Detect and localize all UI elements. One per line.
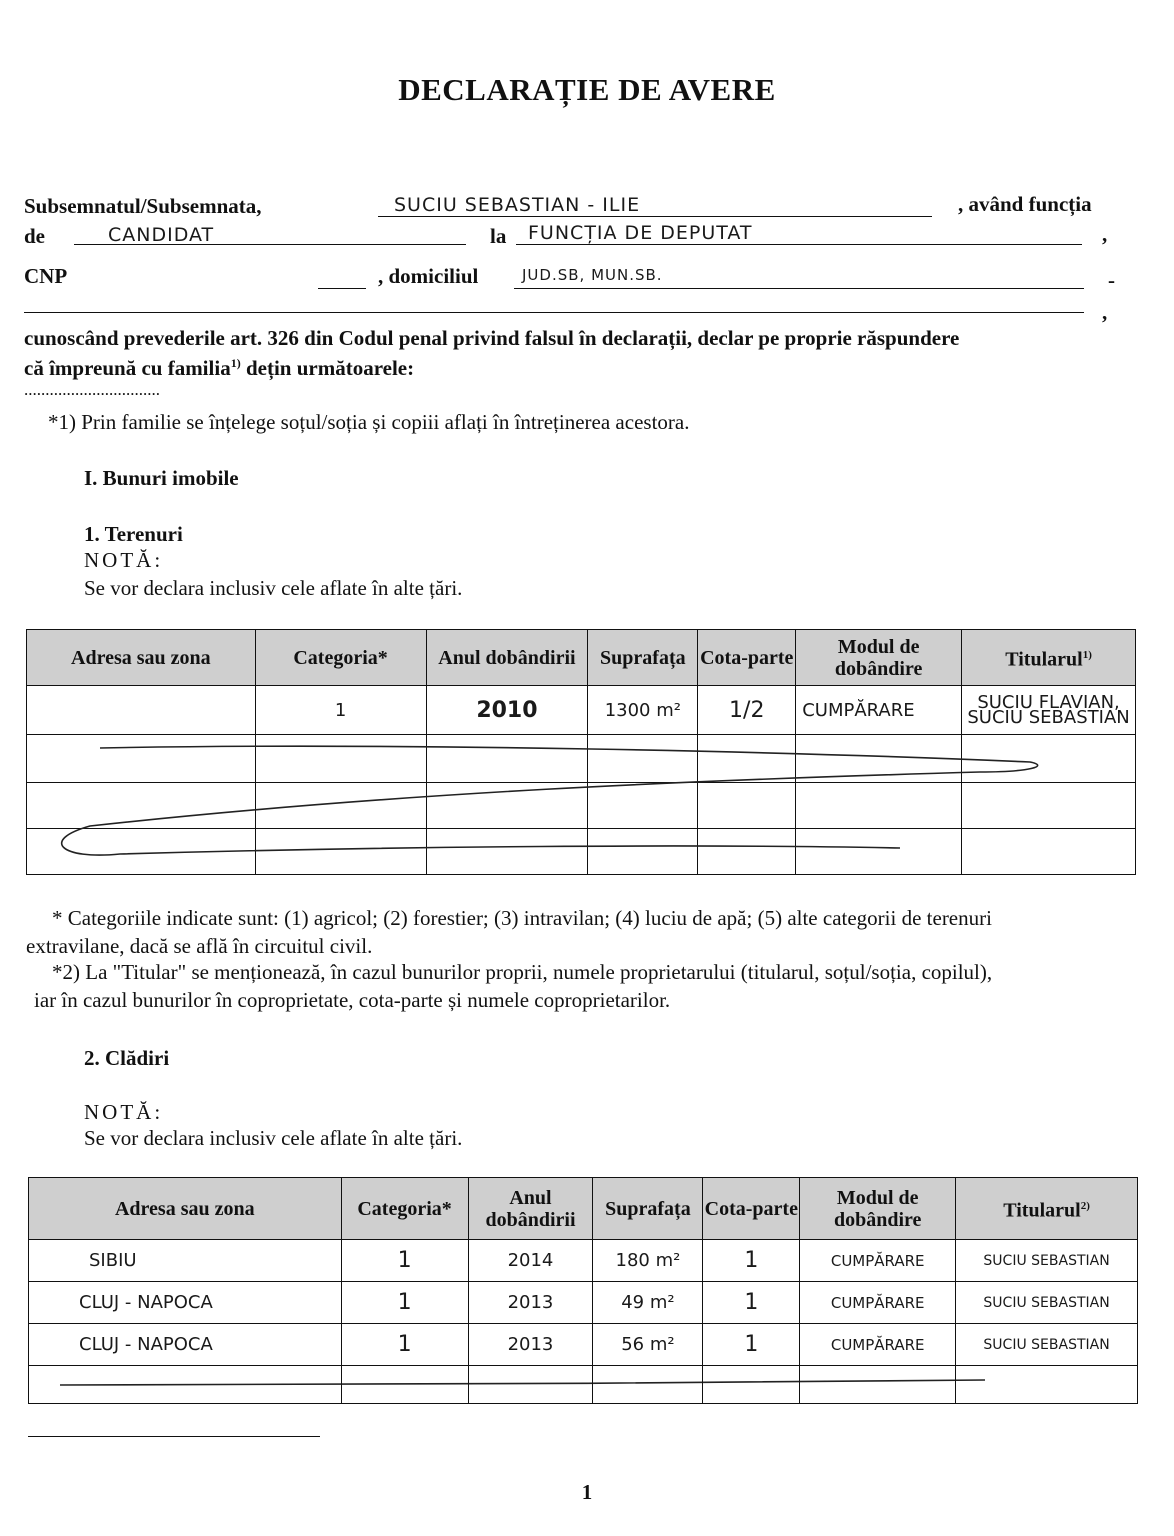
cnp-label: CNP: [24, 264, 68, 288]
cell-categoria: 1: [341, 1240, 468, 1282]
cnp-line: [318, 288, 366, 289]
cell-cota: 1/2: [698, 686, 796, 735]
categories-note-line-3: *2) La "Titular" se menționează, în cazul bunurilor proprii, numele proprietarului (titularul, soțul/soția, copilul),: [52, 960, 993, 984]
cell-titular: SUCIU SEBASTIAN: [956, 1282, 1138, 1324]
header-adresa: Adresa sau zona: [29, 1178, 342, 1240]
address-continuation-line: [24, 312, 1084, 313]
domiciliul-line: [514, 288, 1084, 289]
header-anul: Anul dobândirii: [426, 630, 588, 686]
nota-label-2: NOTĂ:: [84, 1100, 164, 1124]
la-value: FUNCȚIA DE DEPUTAT: [528, 222, 753, 244]
cell-cota: 1: [703, 1240, 800, 1282]
cell-modul: CUMPĂRARE: [800, 1324, 956, 1366]
domiciliul-value: JUD.SB, MUN.SB.: [522, 266, 663, 284]
table-row: [27, 686, 1136, 735]
cell-titular: SUCIU SEBASTIAN: [956, 1324, 1138, 1366]
document-title: DECLARAȚIE DE AVERE: [398, 72, 776, 107]
dotted-separator: ................................: [24, 380, 160, 399]
cell-adresa: CLUJ - NAPOCA: [29, 1324, 342, 1366]
terenuri-header-row: [27, 630, 1136, 686]
cladiri-header-row: [29, 1178, 1138, 1240]
cell-suprafata: 180 m²: [593, 1240, 703, 1282]
cell-modul: CUMPĂRARE: [800, 1282, 956, 1324]
comma-2: ,: [1102, 300, 1108, 324]
name-line: [378, 216, 932, 217]
cell-adresa: SIBIU: [29, 1240, 342, 1282]
table-row-empty: [29, 1366, 1138, 1404]
avand-functia-label: , având funcția: [958, 192, 1092, 216]
section-bunuri-imobile-heading: I. Bunuri imobile: [84, 466, 239, 490]
nota-text-2: Se vor declara inclusiv cele aflate în alte țări.: [84, 1126, 463, 1150]
la-label: la: [490, 224, 507, 248]
cell-cota: 1: [703, 1282, 800, 1324]
header-modul: Modul de dobândire: [796, 630, 962, 686]
header-cota: Cota-parte: [703, 1178, 800, 1240]
cladiri-heading: 2. Clădiri: [84, 1046, 170, 1070]
header-cota: Cota-parte: [698, 630, 796, 686]
table-row-empty: [27, 783, 1136, 829]
header-titular: Titularul$^{1)}$: [962, 630, 1136, 686]
terenuri-heading: 1. Terenuri: [84, 522, 183, 546]
table-row-empty: [27, 735, 1136, 783]
table-row: [29, 1282, 1138, 1324]
categories-note-line-2: extravilane, dacă se află în circuitul civil.: [26, 934, 373, 958]
cell-suprafata: 49 m²: [593, 1282, 703, 1324]
header-categoria: Categoria*: [255, 630, 426, 686]
cell-cota: 1: [703, 1324, 800, 1366]
nota-label-1: NOTĂ:: [84, 548, 164, 572]
cell-categoria: 1: [341, 1324, 468, 1366]
dash-mark: -: [1108, 268, 1115, 292]
declaration-line-1: cunoscând prevederile art. 326 din Codul penal privind falsul în declarații, declar pe proprie răspundere: [24, 326, 960, 350]
declaration-line-2: că împreună cu familia$^{1)}$ dețin următoarele:: [24, 356, 415, 380]
titular-line-2: SUCIU SEBASTIAN: [967, 707, 1130, 728]
cell-categoria: 1: [341, 1282, 468, 1324]
cell-titular: SUCIU SEBASTIAN: [956, 1240, 1138, 1282]
cell-anul: 2014: [468, 1240, 593, 1282]
nota-text-1: Se vor declara inclusiv cele aflate în alte țări.: [84, 576, 463, 600]
header-anul: Anul dobândirii: [468, 1178, 593, 1240]
page-number: 1: [581, 1480, 593, 1504]
subsemnatul-label: Subsemnatul/Subsemnata,: [24, 194, 262, 218]
header-suprafata: Suprafața: [593, 1178, 703, 1240]
cell-anul: 2013: [468, 1324, 593, 1366]
footnote-rule: [28, 1436, 320, 1437]
table-row: [29, 1324, 1138, 1366]
functia-value: CANDIDAT: [108, 224, 215, 246]
table-row-empty: [27, 829, 1136, 875]
header-adresa: Adresa sau zona: [27, 630, 256, 686]
header-suprafata: Suprafața: [588, 630, 698, 686]
domiciliul-label: , domiciliul: [378, 264, 479, 288]
cell-modul: CUMPĂRARE: [800, 1240, 956, 1282]
header-titular: Titularul$^{2)}$: [956, 1178, 1138, 1240]
header-categoria: Categoria*: [341, 1178, 468, 1240]
comma-1: ,: [1102, 222, 1108, 246]
table-row: [29, 1240, 1138, 1282]
cell-adresa: CLUJ - NAPOCA: [29, 1282, 342, 1324]
la-line: [516, 244, 1082, 245]
footnote-family: *1) Prin familie se înțelege soțul/soția și copiii aflați în întreținerea acestora.: [48, 410, 690, 434]
cell-modul: CUMPĂRARE: [796, 686, 962, 735]
cell-titular: [962, 686, 1136, 735]
cell-anul: 2013: [468, 1282, 593, 1324]
cell-adresa: [27, 686, 256, 735]
titular-line-1: SUCIU FLAVIAN,: [977, 692, 1120, 713]
cell-anul: 2010: [426, 686, 588, 735]
header-modul: Modul de dobândire: [800, 1178, 956, 1240]
categories-note-line-4: iar în cazul bunurilor în coproprietate, cota-parte și numele coproprietarilor.: [34, 988, 671, 1012]
cell-suprafata: 1300 m²: [588, 686, 698, 735]
name-value: SUCIU SEBASTIAN - ILIE: [394, 194, 641, 216]
cell-suprafata: 56 m²: [593, 1324, 703, 1366]
cell-categoria: 1: [255, 686, 426, 735]
cladiri-table: [28, 1177, 1138, 1404]
terenuri-table: [26, 629, 1136, 875]
de-label: de: [24, 224, 45, 248]
categories-note-line-1: * Categoriile indicate sunt: (1) agricol; (2) forestier; (3) intravilan; (4) luciu de apă; (5) alte categorii de terenuri: [52, 906, 992, 930]
